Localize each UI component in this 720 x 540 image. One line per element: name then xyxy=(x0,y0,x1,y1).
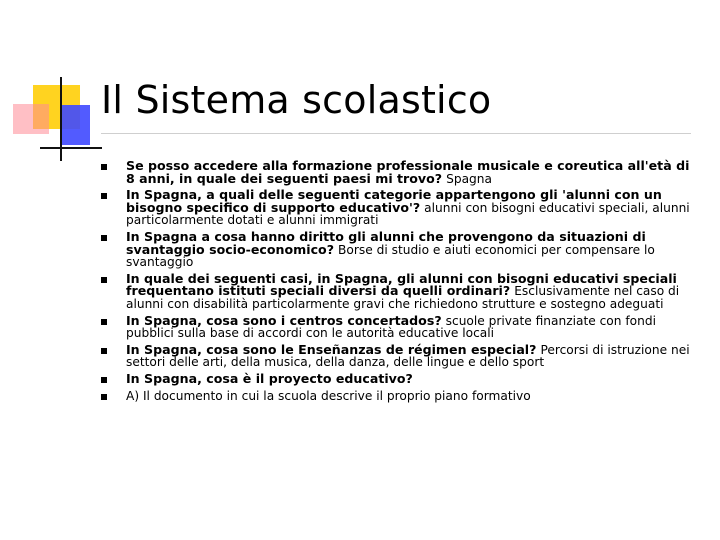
answer-text: Borse di studio e aiuti economici per compensare lo svantaggio xyxy=(126,242,655,270)
bullet-list xyxy=(101,160,701,402)
square-bullet-icon xyxy=(101,319,107,325)
decor-red-square xyxy=(13,104,49,134)
title-divider xyxy=(101,133,691,134)
answer-text: Percorsi di istruzione nei settori delle arti, della musica, della danza, delle lingue e dello sport xyxy=(126,342,690,370)
answer-text: scuole private finanziate con fondi pubblici sulla base di accordi con le autorità educative locali xyxy=(126,313,656,341)
square-bullet-icon xyxy=(101,277,107,283)
question-text: In Spagna, cosa sono i centros concertados? xyxy=(126,312,442,328)
question-text: Se posso accedere alla formazione professionale musicale e coreutica all'età di 8 anni, in quale dei seguenti paesi mi trovo? xyxy=(126,158,690,186)
answer-text: A) Il documento in cui la scuola descrive il proprio piano formativo xyxy=(126,388,531,403)
bullet-item xyxy=(101,189,701,227)
decor-horizontal-line xyxy=(40,147,102,149)
question-text: In Spagna, cosa è il proyecto educativo? xyxy=(126,370,413,386)
answer-text: alunni con bisogni educativi speciali, alunni particolarmente dotati e alunni immigrati xyxy=(126,200,690,228)
bullet-item xyxy=(101,270,701,311)
answer-text: Esclusivamente nel caso di alunni con disabilità particolarmente gravi che richiedono strutture e sostegno adeguati xyxy=(126,284,680,311)
bullet-item xyxy=(101,390,701,403)
square-bullet-icon xyxy=(101,377,107,383)
bullet-item xyxy=(101,160,701,185)
answer-text: Spagna xyxy=(446,171,492,186)
slide-title: Il Sistema scolastico xyxy=(101,78,492,122)
question-text: In Spagna a cosa hanno diritto gli alunni che provengono da situazioni di svantaggio socio-economico? xyxy=(126,228,646,257)
square-bullet-icon xyxy=(101,348,107,354)
question-text: In Spagna, a quali delle seguenti categorie appartengono gli 'alunni con un bisogno specifico di supporto educativo'? xyxy=(126,187,662,215)
square-bullet-icon xyxy=(101,164,107,170)
square-bullet-icon xyxy=(101,235,107,241)
bullet-item xyxy=(101,228,701,270)
bullet-item xyxy=(101,370,701,386)
bullet-item xyxy=(101,341,701,370)
question-text: In quale dei seguenti casi, in Spagna, gli alunni con bisogni educativi speciali frequentano istituti speciali diversi da quelli ordinari? xyxy=(126,270,677,299)
square-bullet-icon xyxy=(101,394,107,400)
question-text: In Spagna, cosa sono le Enseñanzas de régimen especial? xyxy=(126,341,537,357)
square-bullet-icon xyxy=(101,193,107,199)
bullet-item xyxy=(101,312,701,341)
decor-blue-square xyxy=(60,105,90,145)
